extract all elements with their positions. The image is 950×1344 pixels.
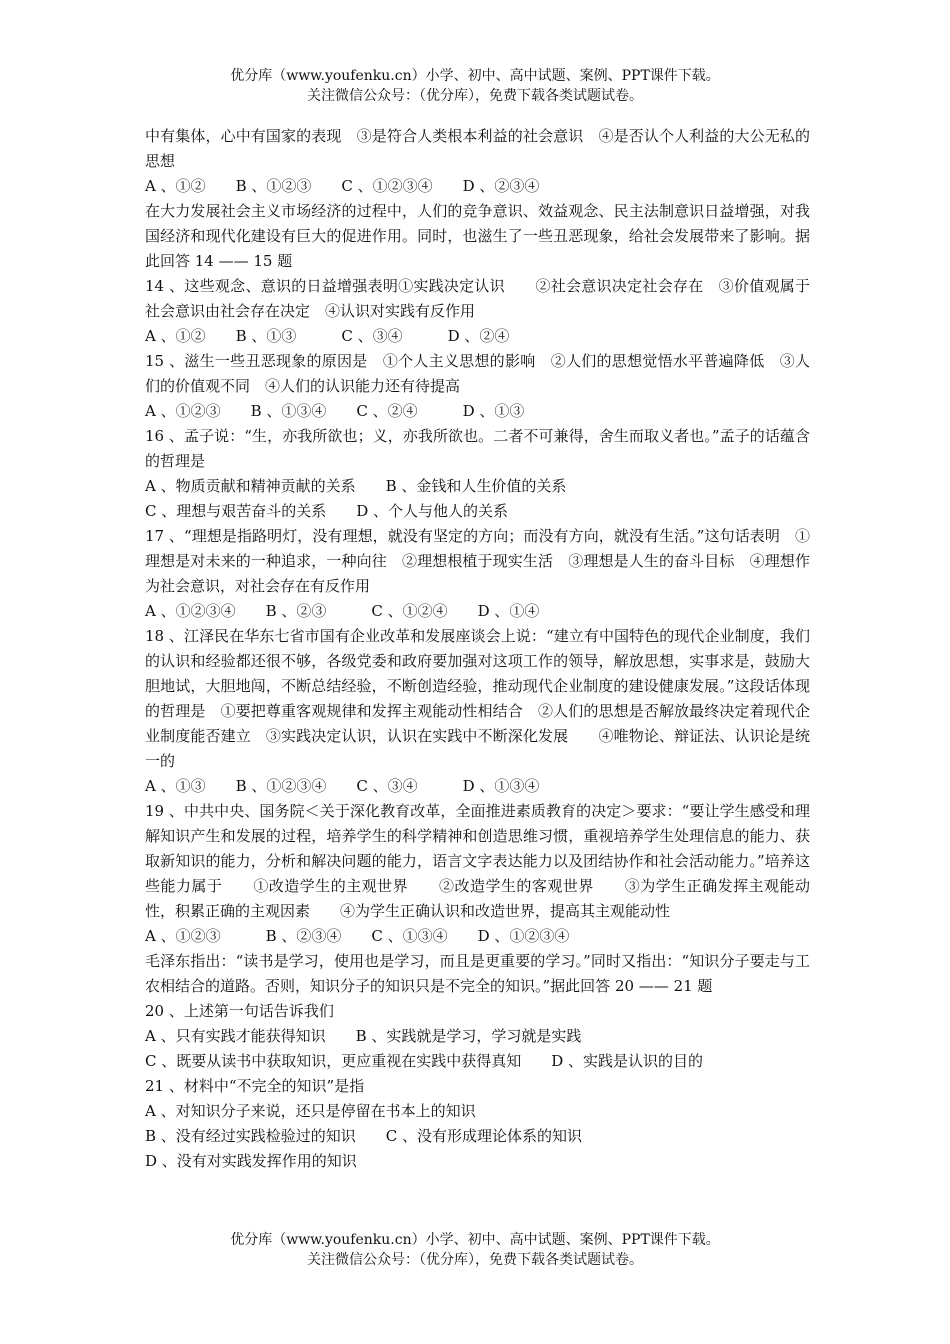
text-line: A 、对知识分子来说，还只是停留在书本上的知识 xyxy=(145,1102,476,1120)
text-line: C 、理想与艰苦奋斗的关系 D 、个人与他人的关系 xyxy=(145,502,509,520)
text-line: 14 、这些观念、意识的日益增强表明①实践决定认识 ②社会意识决定社会存在 ③价值观属于社会意识由社会存在决定 ④认识对实践有反作用 xyxy=(145,277,810,320)
footer-line-2: 关注微信公众号：（优分库），免费下载各类试题试卷。 xyxy=(307,1252,643,1268)
header-line-1: 优分库（www.youfenku.cn）小学、初中、高中试题、案例、PPT课件下载。 xyxy=(230,68,720,84)
text-line: 20 、上述第一句话告诉我们 xyxy=(145,1002,334,1020)
text-line: A 、①②③ B 、②③④ C 、①③④ D 、①②③④ xyxy=(145,927,570,945)
exam-content xyxy=(145,124,810,1174)
text-line: C 、既要从读书中获取知识，更应重视在实践中获得真知 D 、实践是认识的目的 xyxy=(145,1052,704,1070)
page-footer xyxy=(0,1230,950,1270)
text-line: A 、①② B 、①③ C 、③④ D 、②④ xyxy=(145,327,510,345)
text-line: A 、①②③④ B 、②③ C 、①②④ D 、①④ xyxy=(145,602,540,620)
text-line: 15 、滋生一些丑恶现象的原因是 ①个人主义思想的影响 ②人们的思想觉悟水平普遍降低 ③人们的价值观不同 ④人们的认识能力还有待提高 xyxy=(145,352,810,395)
text-line: A 、只有实践才能获得知识 B 、实践就是学习，学习就是实践 xyxy=(145,1027,582,1045)
text-line: 毛泽东指出：“读书是学习，使用也是学习，而且是更重要的学习。”同时又指出：“知识分子要走与工农相结合的道路。否则，知识分子的知识只是不完全的知识。”据此回答 20 —— 21 题 xyxy=(145,952,810,995)
text-line: A 、①②③ B 、①③④ C 、②④ D 、①③ xyxy=(145,402,525,420)
page-header xyxy=(0,66,950,106)
text-line: A 、①② B 、①②③ C 、①②③④ D 、②③④ xyxy=(145,177,540,195)
text-line: 18 、江泽民在华东七省市国有企业改革和发展座谈会上说：“建立有中国特色的现代企业制度，我们的认识和经验都还很不够，各级党委和政府要加强对这项工作的领导，解放思想，实事求是，鼓励大胆地试，大胆地闯，不断总结经验，不断创造经验，推动现代企业制度的建设健康发展。”这段话体现的哲理是 ①要把尊重客观规律和发挥主观能动性相结合 ②人们的思想是否解放最终决定着现代企业制度能否建立 ③实践决定认识，认识在实践中不断深化发展 ④唯物论、辩证法、认识论是统一的 xyxy=(145,627,810,770)
text-line: 在大力发展社会主义市场经济的过程中，人们的竞争意识、效益观念、民主法制意识日益增强，对我国经济和现代化建设有巨大的促进作用。同时，也滋生了一些丑恶现象，给社会发展带来了影响。据此回答 14 —— 15 题 xyxy=(145,202,810,270)
footer-line-1: 优分库（www.youfenku.cn）小学、初中、高中试题、案例、PPT课件下载。 xyxy=(230,1232,720,1248)
text-line: 17 、“理想是指路明灯，没有理想，就没有坚定的方向；而没有方向，就没有生活。”这句话表明 ①理想是对未来的一种追求，一种向往 ②理想根植于现实生活 ③理想是人生的奋斗目标 ④理想作为社会意识，对社会存在有反作用 xyxy=(145,527,810,595)
text-line: 16 、孟子说：“生，亦我所欲也；义，亦我所欲也。二者不可兼得，舍生而取义者也。”孟子的话蕴含的哲理是 xyxy=(145,427,810,470)
text-line: B 、没有经过实践检验过的知识 C 、没有形成理论体系的知识 xyxy=(145,1127,583,1145)
header-line-2: 关注微信公众号：（优分库），免费下载各类试题试卷。 xyxy=(307,88,643,104)
text-line: 19 、中共中央、国务院＜关于深化教育改革，全面推进素质教育的决定＞要求：“要让学生感受和理解知识产生和发展的过程，培养学生的科学精神和创造思维习惯，重视培养学生处理信息的能力、获取新知识的能力，分析和解决问题的能力，语言文字表达能力以及团结协作和社会活动能力。”培养这些能力属于 ①改造学生的主观世界 ②改造学生的客观世界 ③为学生正确发挥主观能动性，积累正确的主观因素 ④为学生正确认识和改造世界，提高其主观能动性 xyxy=(145,802,810,920)
text-line: 中有集体，心中有国家的表现 ③是符合人类根本利益的社会意识 ④是否认个人利益的大公无私的思想 xyxy=(145,127,810,170)
text-line: 21 、材料中“不完全的知识”是指 xyxy=(145,1077,365,1095)
text-line: D 、没有对实践发挥作用的知识 xyxy=(145,1152,357,1170)
text-line: A 、物质贡献和精神贡献的关系 B 、金钱和人生价值的关系 xyxy=(145,477,567,495)
text-line: A 、①③ B 、①②③④ C 、③④ D 、①③④ xyxy=(145,777,540,795)
